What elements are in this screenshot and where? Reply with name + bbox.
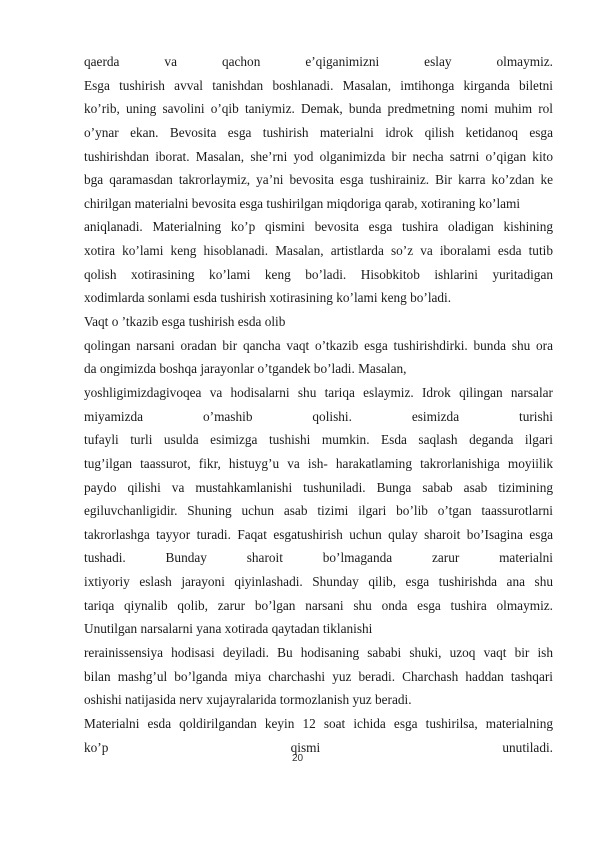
text-line: ixtiyoriy eslash jarayoni qiyinlashadi. Shunday qilib, esga tushirishda ana shu [84, 574, 553, 590]
text-line: Unutilgan narsalarni yana xotirada qaytadan tiklanishi [84, 621, 373, 637]
page-number: 20 [291, 753, 304, 764]
text-line: tushirishdan iborat. Masalan, she’rni yod olganimizda bir necha satrni o’qigan kito [84, 148, 553, 164]
text-line: o’ynar ekan. Bevosita esga tushirish materialni idrok qilish ketidanoq esga [84, 124, 553, 140]
text-line: ko’p qismi unutiladi. [84, 739, 553, 755]
text-line: qolish xotirasining ko’lami keng bo’ladi. Hisobkitob ishlarini yuritadigan [84, 266, 553, 282]
text-line: paydo qilishi va mustahkamlanishi tushuniladi. Bunga sabab asab tizimining [84, 479, 553, 495]
text-line: qolingan narsani oradan bir qancha vaqt o’tkazib esga tushirishdirki. bunda shu ora [84, 337, 553, 353]
body-text [84, 50, 553, 759]
text-line: da ongimizda boshqa jarayonlar o’tgandek bo’ladi. Masalan, [84, 361, 407, 377]
text-line: tug’ilgan taassurot, fikr, histuyg’u va ish- harakatlaming takrorlanishiga moyiilik [84, 455, 553, 471]
text-line: bilan mashg’ul bo’lganda miya charchashi yuz beradi. Charchash haddan tashqari [84, 668, 553, 684]
text-line: aniqlanadi. Materialning ko’p qismini bevosita esga tushira oladigan kishining [84, 219, 553, 235]
text-line: tariqa qiynalib qolib, zarur bo’lgan narsani shu onda esga tushira olmaymiz. [84, 597, 553, 613]
text-line: tufayli turli usulda esimizga tushishi mumkin. Esda saqlash deganda ilgari [84, 432, 553, 448]
text-line: Materialni esda qoldirilgandan keyin 12 soat ichida esga tushirilsa, materialning [84, 715, 553, 731]
text-line: tushadi. Bunday sharoit bo’lmaganda zarur materialni [84, 550, 553, 566]
text-line: Vaqt o ’tkazib esga tushirish esda olib [84, 314, 286, 330]
text-line: ko’rib, uning savolini o’qib taniymiz. Demak, bunda predmetning nomi muhim rol [84, 101, 553, 117]
text-line: xodimlarda sonlami esda tushirish xotirasining ko’lami keng bo’ladi. [84, 290, 452, 306]
text-line: takrorlashga tayyor turadi. Faqat esgatushirish uchun qulay sharoit bo’Isagina esga [84, 526, 553, 542]
text-line: miyamizda o’mashib qolishi. esimizda turishi [84, 408, 553, 424]
text-line: yoshligimizdagivoqea va hodisalarni shu tariqa eslaymiz. Idrok qilingan narsalar [84, 384, 553, 400]
text-line: egiluvchanligidir. Shuning uchun asab tizimi ilgari bo’lib o’tgan taassurotlarni [84, 503, 553, 519]
text-line: qaerda va qachon e’qiganimizni eslay olmaymiz. [84, 54, 553, 69]
text-line: xotira ko’lami keng hisoblanadi. Masalan, artistlarda so’z va iboralami esda tutib [84, 243, 553, 259]
text-line: bga qaramasdan takrorlaymiz, ya’ni bevosita esga tushirainiz. Bir karra ko’zdan ke [84, 172, 553, 188]
text-line: rerainissensiya hodisasi deyiladi. Bu hodisaning sababi shuki, uzoq vaqt bir ish [84, 645, 553, 661]
text-line: chirilgan materialni bevosita esga tushirilgan miqdoriga qarab, xotiraning ko’lami [84, 195, 521, 211]
text-line: oshishi natijasida nerv xujayralarida tormozlanish yuz beradi. [84, 692, 412, 708]
text-line: Esga tushirish avval tanishdan boshlanadi. Masalan, imtihonga kirganda biletni [84, 77, 553, 93]
